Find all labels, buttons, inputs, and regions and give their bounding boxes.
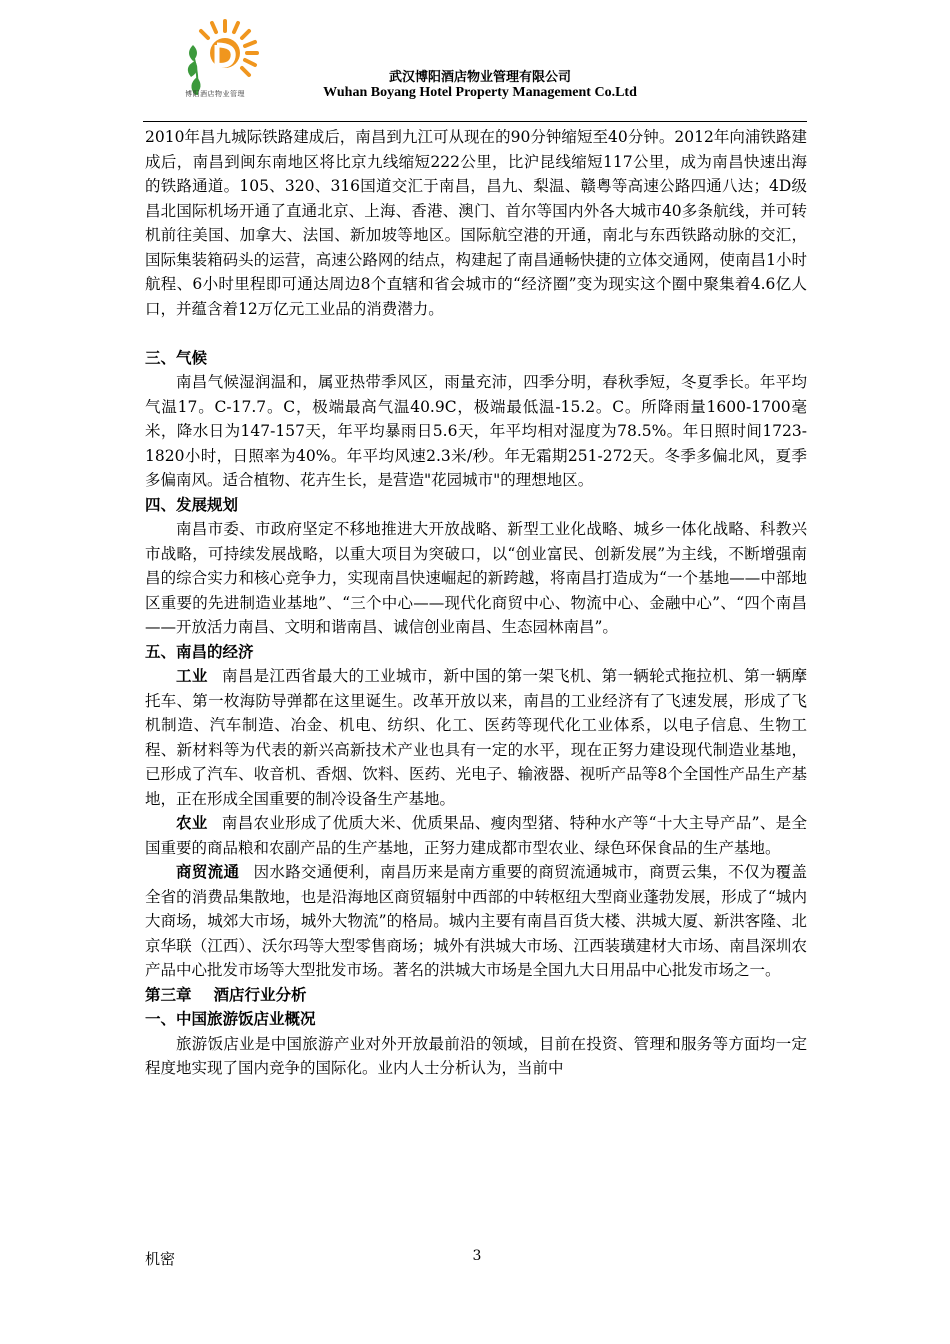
paragraph-transport: 2010年昌九城际铁路建成后，南昌到九江可从现在的90分钟缩短至40分钟。2012年向浦铁路建成后，南昌到闽东南地区将比京九线缩短222公里，比沪昆线缩短117公里，成为南昌快速出海的铁路通道。105、320、316国道交汇于南昌，昌九、梨温、赣粤等高速公路四通八达；4D级昌北国际机场开通了直通北京、上海、香港、澳门、首尔等国内外各大城市40多条航线，并可转机前往美国、加拿大、法国、新加坡等地区。国际航空港的开通，南北与东西铁路动脉的交汇，国际集装箱码头的运营，高速公路网的结点，构建起了南昌通畅快捷的立体交通网，使南昌1小时航程、6小时里程即可通达周边8个直辖和省会城市的“经济圈”变为现实这个圈中聚集着4.6亿人口，并蕴含着12万亿元工业品的消费潜力。 [145,128,807,318]
company-name-cn: 武汉博阳酒店物业管理有限公司 [388,70,571,85]
chapter-heading [145,983,807,1008]
document-body [145,125,807,1081]
company-name-en: Wuhan Boyang Hotel Property Management Co.Ltd [323,85,637,100]
heading-climate: 三、气候 [145,348,208,367]
keyword-trade: 商贸流通 [176,863,240,881]
paragraph-trade-text: 因水路交通便利，南昌历来是南方重要的商贸流通城市，商贾云集，不仅为覆盖全省的消费品集散地，也是沿海地区商贸辐射中西部的中转枢纽大型商业蓬勃发展，形成了“城内大商场，城郊大市场，城外大物流”的格局。城内主要有南昌百货大楼、洪城大厦、新洪客隆、北京华联（江西）、沃尔玛等大型零售商场；城外有洪城大市场、江西装璜建材大市场、南昌深圳农产品中心批发市场等大型批发市场。著名的洪城大市场是全国九大日用品中心批发市场之一。 [145,863,807,979]
header-divider [143,121,807,122]
page-number: 3 [472,1248,482,1264]
heading-development-plan: 四、发展规划 [145,495,239,514]
chapter-title: 酒店行业分析 [213,985,307,1004]
keyword-agriculture: 农业 [176,814,208,832]
paragraph-trade [145,860,807,983]
paragraph-industry [145,664,807,811]
paragraph-climate: 南昌气候湿润温和，属亚热带季风区，雨量充沛，四季分明，春秋季短，冬夏季长。年平均气温17。C-17.7。C，极端最高气温40.9C，极端最低温-15.2。C。所降雨量1600-1700毫米，降水日为147-157天，年平均暴雨日5.6天，年平均相对湿度为78.5%。年日照时间1723-1820小时，日照率为40%。年平均风速2.3米/秒。年无霜期251-272天。冬季多偏北风，夏季多偏南风。适合植物、花卉生长，是营造"花园城市"的理想地区。 [145,373,807,489]
leaf-icon [188,45,201,95]
paragraph-industry-text: 南昌是江西省最大的工业城市，新中国的第一架飞机、第一辆轮式拖拉机、第一辆摩托车、第一枚海防导弹都在这里诞生。改革开放以来，南昌的工业经济有了飞速发展，形成了飞机制造、汽车制造、冶金、机电、纺织、化工、医药等现代化工业体系，以电子信息、生物工程、新材料等为代表的新兴高新技术产业也具有一定的水平，现在正努力建设现代制造业基地，已形成了汽车、收音机、香烟、饮料、医药、光电子、输液器、视听产品等8个全国性产品生产基地，正在形成全国重要的制冷设备生产基地。 [145,667,807,808]
keyword-industry: 工业 [176,667,208,685]
paragraph-agriculture [145,811,807,860]
paragraph-hotel-overview: 旅游饭店业是中国旅游产业对外开放最前沿的领域，目前在投资、管理和服务等方面均一定程度地实现了国内竞争的国际化。业内人士分析认为，当前中 [145,1034,807,1077]
logo-caption: 博阳酒店物业管理 [185,90,245,98]
paragraph-agriculture-text: 南昌农业形成了优质大米、优质果品、瘦肉型猪、特种水产等“十大主导产品”、是全国重要的商品粮和农副产品的生产基地，正努力建成都市型农业、绿色环保食品的生产基地。 [145,814,807,857]
paragraph-development-plan: 南昌市委、市政府坚定不移地推进大开放战略、新型工业化战略、城乡一体化战略、科教兴市战略，可持续发展战略，以重大项目为突破口，以“创业富民、创新发展”为主线，不断增强南昌的综合实力和核心竞争力，实现南昌快速崛起的新跨越，将南昌打造成为“一个基地——中部地区重要的先进制造业基地”、“三个中心——现代化商贸中心、物流中心、金融中心”、“四个南昌——开放活力南昌、文明和谐南昌、诚信创业南昌、生态园林南昌”。 [145,520,807,636]
confidential-label: 机密 [145,1250,176,1268]
chapter-number: 第三章 [145,985,192,1004]
heading-economy: 五、南昌的经济 [145,642,254,661]
heading-china-hotel-overview: 一、中国旅游饭店业概况 [145,1010,316,1028]
sun-icon [201,21,257,85]
blank-line [145,321,807,346]
